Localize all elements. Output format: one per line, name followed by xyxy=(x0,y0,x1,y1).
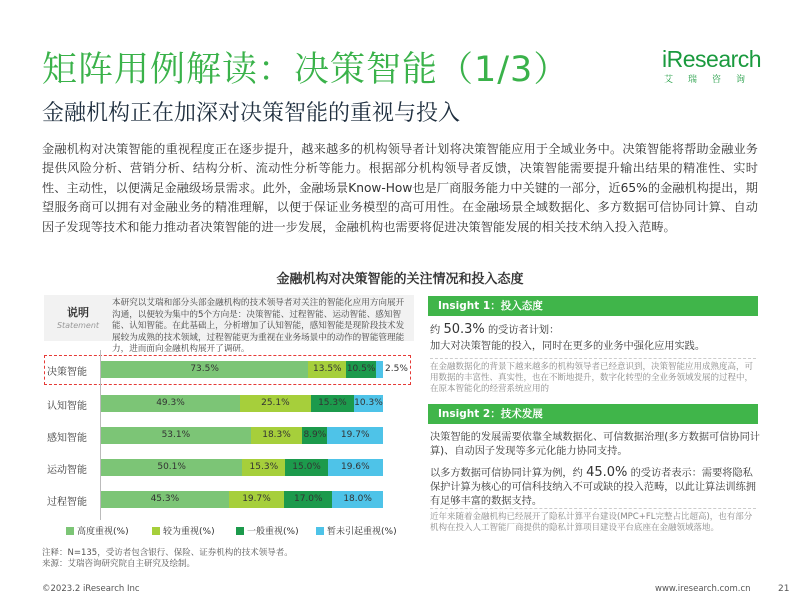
logo-subtext: 艾瑞咨询 xyxy=(664,75,761,85)
bar-segment: 45.3% xyxy=(101,491,229,508)
insight-1-value: 50.3% xyxy=(443,322,485,337)
category-label: 过程智能 xyxy=(47,497,87,508)
insight-1-detail: 在金融数据化的背景下越来越多的机构领导者已经意识到，决策智能应用成熟度高，可用数据的丰富性、真实性，也在不断地提升，数字化转型的全业务领域发展的过程中，在原本智能化的经营系统应用的 xyxy=(430,362,754,394)
category-label: 运动智能 xyxy=(47,465,87,476)
bar-segment: 18.0% xyxy=(332,491,383,508)
bar-segment: 10.3% xyxy=(354,395,383,412)
legend-label: 一般重视(%) xyxy=(247,527,299,537)
bar-row xyxy=(101,491,383,508)
bar-row xyxy=(101,395,383,412)
iresearch-logo xyxy=(662,46,762,94)
category-label: 决策智能 xyxy=(47,367,87,378)
footer-url[interactable]: www.iresearch.com.cn xyxy=(655,584,751,594)
page-subtitle: 金融机构正在加深对决策智能的重视与投入 xyxy=(42,101,461,126)
bar-segment: 25.1% xyxy=(240,395,311,412)
legend-label: 暂未引起重视(%) xyxy=(327,527,397,537)
bar-segment: 19.6% xyxy=(328,459,383,476)
statement-box xyxy=(44,295,414,355)
bar-row xyxy=(101,361,408,378)
bar-segment: 15.3% xyxy=(311,395,354,412)
bar-segment: 18.3% xyxy=(251,427,303,444)
chart-title: 金融机构对决策智能的关注情况和投入态度 xyxy=(276,272,524,287)
statement-text: 本研究以艾瑞和部分头部金融机构的技术领导者对关注的智能化应用方向展开沟通，以便较为集中的5个方向是：决策智能、过程智能、运动智能、感知智能、认知智能。在此基础上，分析增加了认知智能，感知智能是现阶段技术发展较为成熟的技术领域，过程智能更为重视在业务场景中的动作的智能管理能力，进而面向金融机构展开了调研。 xyxy=(112,298,405,355)
logo-main-text: Research xyxy=(666,46,762,72)
insight-1-line2: 加大对决策智能的投入，同时在更多的业务中强化应用实践。 xyxy=(430,341,706,352)
source-note: 注释：N=135，受访者包含银行、保险、证券机构的技术领导者。 来源：艾瑞咨询研究院自主研究及绘制。 xyxy=(42,548,293,569)
page-title: 矩阵用例解读：决策智能（1/3） xyxy=(42,50,570,90)
bar-segment: 19.7% xyxy=(229,491,285,508)
legend-label: 高度重视(%) xyxy=(77,527,129,537)
category-label: 感知智能 xyxy=(47,433,87,444)
category-label: 认知智能 xyxy=(47,401,87,412)
bar-segment: 15.3% xyxy=(242,459,285,476)
bar-segment: 49.3% xyxy=(101,395,240,412)
insight-1-divider xyxy=(430,358,756,359)
bar-segment: 19.7% xyxy=(327,427,383,444)
bar-segment: 13.5% xyxy=(308,361,346,378)
insight-2-line1: 决策智能的发展需要依靠全域数据化、可信数据治理(多方数据可信协同计算)、自动因子发现等多元化能力协同支持。 xyxy=(430,432,760,457)
bar-segment: 73.5% xyxy=(101,361,308,378)
bar-segment: 10.5% xyxy=(346,361,376,378)
insight-1-prefix: 约 xyxy=(430,325,441,336)
insight-1-suffix: 的受访者计划： xyxy=(488,325,560,336)
page-number: 21 xyxy=(778,584,790,594)
legend-swatch xyxy=(236,527,244,535)
bar-segment: 8.9% xyxy=(302,427,327,444)
insight-2-detail: 近年来随着金融机构已经展开了隐私计算平台建设(MPC+FL完整占比超高)，也有部分机构在投入人工智能厂商提供的隐私计算项目建设平台底座在金融领域落地。 xyxy=(430,512,753,533)
insight-2-value: 45.0% xyxy=(586,465,628,480)
data-label: 2.5% xyxy=(385,364,408,374)
insight-2-prefix: 以多方数据可信协同计算为例，约 xyxy=(430,468,583,479)
statement-label-en: Statement xyxy=(56,321,100,330)
footer-copyright: ©2023.2 iResearch Inc xyxy=(42,584,140,594)
bar-row xyxy=(101,459,383,476)
chart-legend xyxy=(66,524,406,538)
legend-item xyxy=(236,524,299,537)
insight-2-line2 xyxy=(430,466,760,509)
bar-segment: 53.1% xyxy=(101,427,251,444)
legend-item xyxy=(152,524,215,537)
insight-2-divider xyxy=(430,508,756,509)
logo-i: i xyxy=(662,46,667,72)
insight-2-suffix: 的受访者表示：需要将隐私保护计算为核心的可信科技纳入不可或缺的投入范畴，以此让算法训练拥有足够丰富的数据支持。 xyxy=(430,468,756,507)
bar-segment xyxy=(376,361,383,378)
legend-swatch xyxy=(316,527,324,535)
insight-1-header: Insight 1：投入态度 xyxy=(428,296,758,316)
bar-segment: 15.0% xyxy=(285,459,327,476)
legend-item xyxy=(66,524,129,537)
legend-swatch xyxy=(66,527,74,535)
bar-segment: 17.0% xyxy=(284,491,332,508)
legend-label: 较为重视(%) xyxy=(163,527,215,537)
insight-1-line1 xyxy=(430,323,760,338)
intro-paragraph: 金融机构对决策智能的重视程度正在逐步提升，越来越多的机构领导者计划将决策智能应用于全域业务中。决策智能将帮助金融业务提供风险分析、营销分析、结构分析、流动性分析等能力。根据部分机构领导者反馈，决策智能需要提升输出结果的精准性、实时性、主动性，以便满足金融级场景需求。此外，金融场景Know-How也是厂商服务能力中关键的一部分，近65%的金融机构提出，期望服务商可以拥有对金融业务的精准理解，以便于保证业务模型的高可用性。在金融场景全域数据化、多方数据可信协同计算、自动因子发现等技术和能力推动者决策智能的进一步发展，金融机构也需要将促进决策智能发展的相关技术纳入投入范畴。 xyxy=(42,142,758,234)
legend-swatch xyxy=(152,527,160,535)
legend-item xyxy=(316,524,397,537)
insight-2-header: Insight 2：技术发展 xyxy=(428,404,758,424)
statement-label: 说明 xyxy=(67,306,89,319)
bar-segment: 50.1% xyxy=(101,459,242,476)
bar-row xyxy=(101,427,383,444)
